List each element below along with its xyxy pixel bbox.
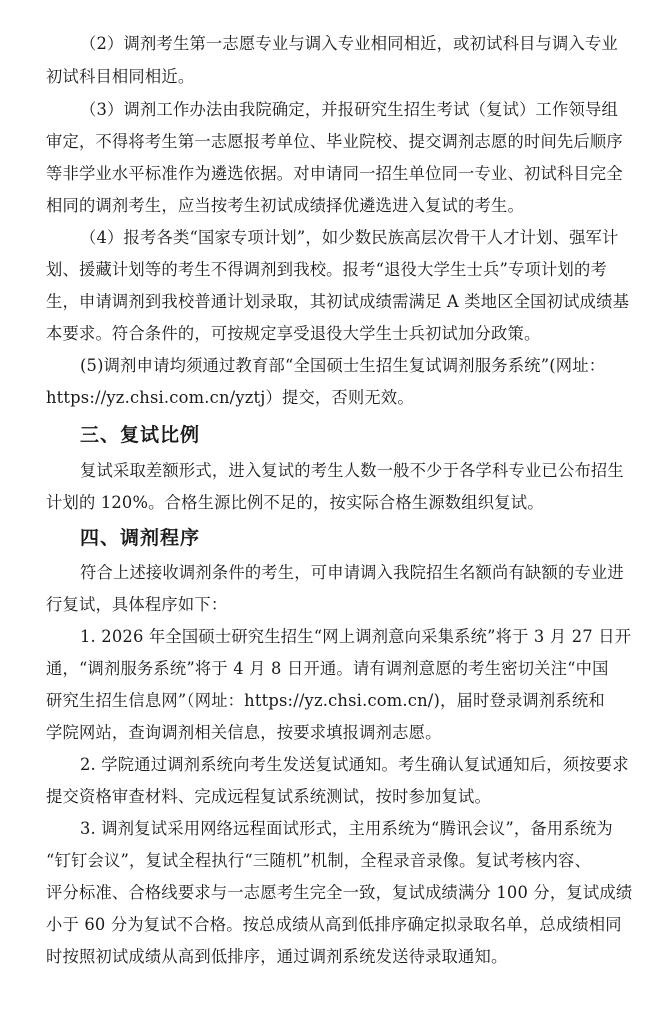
text-line: （3）调剂工作办法由我院确定，并报研究生招生考试（复试）工作领导组	[80, 100, 618, 119]
text-line: 小于 60 分为复试不合格。按总成绩从高到低排序确定拟录取名单，总成绩相同	[46, 915, 622, 934]
text-line: 计划的 120%。合格生源比例不足的，按实际合格生源数组织复试。	[46, 493, 544, 512]
text-line: 符合上述接收调剂条件的考生，可申请调入我院招生名额尚有缺额的专业进	[80, 563, 624, 582]
section-heading-ratio: 三、复试比例	[80, 424, 201, 446]
text-line: 相同的调剂考生，应当按考生初试成绩择优遴选进入复试的考生。	[46, 196, 524, 215]
text-line: 时按照初试成绩从高到低排序，通过调剂系统发送待录取通知。	[46, 947, 508, 966]
text-line: 初试科目相同相近。	[46, 67, 195, 86]
text-line: (5)调剂申请均须通过教育部“全国硕士生招生复试调剂服务系统”(网址：	[80, 356, 606, 375]
text-line: 本要求。符合条件的，可按规定享受退役大学生士兵初试加分政策。	[46, 324, 541, 343]
text-line: 学院网站，查询调剂相关信息，按要求填报调剂志愿。	[46, 723, 442, 742]
text-line: 3. 调剂复试采用网络远程面试形式，主用系统为“腾讯会议”，备用系统为	[80, 819, 613, 838]
text-line: （4）报考各类“国家专项计划”，如少数民族高层次骨干人才计划、强军计	[80, 228, 619, 247]
section-heading-procedure: 四、调剂程序	[80, 527, 201, 549]
text-line: 行复试，具体程序如下：	[46, 595, 228, 614]
text-line: （2）调剂考生第一志愿专业与调入专业相同相近，或初试科目与调入专业	[80, 34, 618, 53]
text-line: 1. 2026 年全国硕士研究生招生“网上调剂意向采集系统”将于 3 月 27 日开	[80, 627, 632, 646]
text-line: 研究生招生信息网”（网址：https://yz.chsi.com.cn/)，届时登录调剂系统和	[46, 691, 605, 710]
text-line: 审定，不得将考生第一志愿报考单位、毕业院校、提交调剂志愿的时间先后顺序	[46, 132, 623, 151]
text-line: 复试采取差额形式，进入复试的考生人数一般不少于各学科专业已公布招生	[80, 461, 624, 480]
text-line: “钉钉会议”，复试全程执行“三随机”机制，全程录音录像。复试考核内容、	[46, 851, 592, 870]
text-line: 通，“调剂服务系统”将于 4 月 8 日开通。请有调剂意愿的考生密切关注“中国	[46, 659, 609, 678]
text-line: 生，申请调剂到我校普通计划录取，其初试成绩需满足 A 类地区全国初试成绩基	[46, 292, 630, 311]
text-line: 评分标准、合格线要求与一志愿考生完全一致，复试成绩满分 100 分，复试成绩	[46, 883, 633, 902]
text-line: https://yz.chsi.com.cn/yztj）提交，否则无效。	[46, 388, 414, 407]
text-line: 提交资格审查材料、完成远程复试系统测试，按时参加复试。	[46, 787, 491, 806]
text-line: 2. 学院通过调剂系统向考生发送复试通知。考生确认复试通知后，须按要求	[80, 755, 629, 774]
text-line: 划、援藏计划等的考生不得调剂到我校。报考“退役大学生士兵”专项计划的考	[46, 260, 607, 279]
text-line: 等非学业水平标准作为遴选依据。对申请同一招生单位同一专业、初试科目完全	[46, 164, 623, 183]
